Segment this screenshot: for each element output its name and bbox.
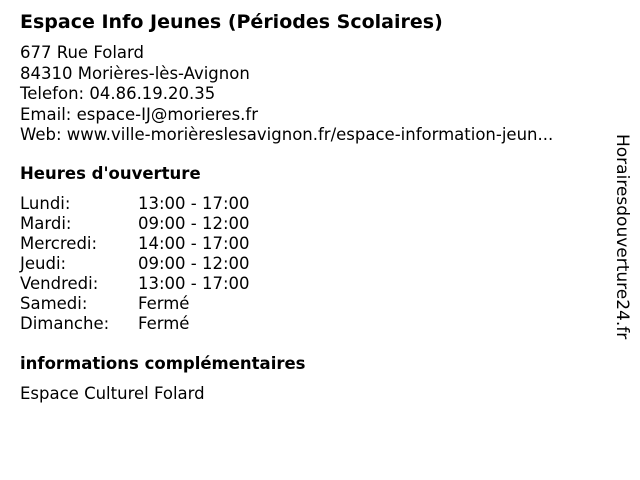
hours-day: Mercredi:	[20, 234, 98, 253]
opening-hours-table	[20, 194, 250, 334]
watermark-text: Horairesdouverture24.fr	[612, 134, 632, 340]
city-postcode: 84310 Morières-lès-Avignon	[20, 63, 250, 83]
street-address: 677 Rue Folard	[20, 43, 144, 62]
hours-row-lundi	[20, 194, 250, 214]
hours-time: Fermé	[138, 314, 190, 333]
opening-hours-heading: Heures d'ouverture	[20, 164, 201, 183]
hours-row-mardi	[20, 214, 250, 234]
website-link[interactable]: Web: www.ville-morièreslesavignon.fr/espace-information-jeun...	[20, 125, 554, 144]
hours-day: Vendredi:	[20, 274, 99, 293]
additional-info-heading: informations complémentaires	[20, 354, 306, 373]
hours-row-vendredi	[20, 274, 250, 294]
hours-time: Fermé	[138, 294, 190, 313]
hours-time: 09:00 - 12:00	[138, 254, 250, 273]
hours-time: 13:00 - 17:00	[138, 274, 250, 293]
hours-row-mercredi	[20, 234, 250, 254]
hours-day: Mardi:	[20, 214, 72, 233]
hours-time: 09:00 - 12:00	[138, 214, 250, 233]
additional-info-text: Espace Culturel Folard	[20, 384, 205, 403]
hours-row-samedi	[20, 294, 250, 314]
page-title: Espace Info Jeunes (Périodes Scolaires)	[20, 11, 443, 33]
hours-time: 13:00 - 17:00	[138, 194, 250, 213]
site-watermark	[608, 134, 636, 372]
hours-day: Samedi:	[20, 294, 88, 313]
email-address[interactable]: Email: espace-IJ@morieres.fr	[20, 104, 259, 124]
hours-day: Dimanche:	[20, 314, 110, 333]
phone-number[interactable]: Telefon: 04.86.19.20.35	[20, 84, 216, 103]
hours-time: 14:00 - 17:00	[138, 234, 250, 253]
address-block	[20, 43, 553, 146]
hours-day: Lundi:	[20, 194, 71, 213]
hours-row-jeudi	[20, 254, 250, 274]
hours-row-dimanche	[20, 314, 250, 334]
hours-day: Jeudi:	[20, 254, 67, 273]
